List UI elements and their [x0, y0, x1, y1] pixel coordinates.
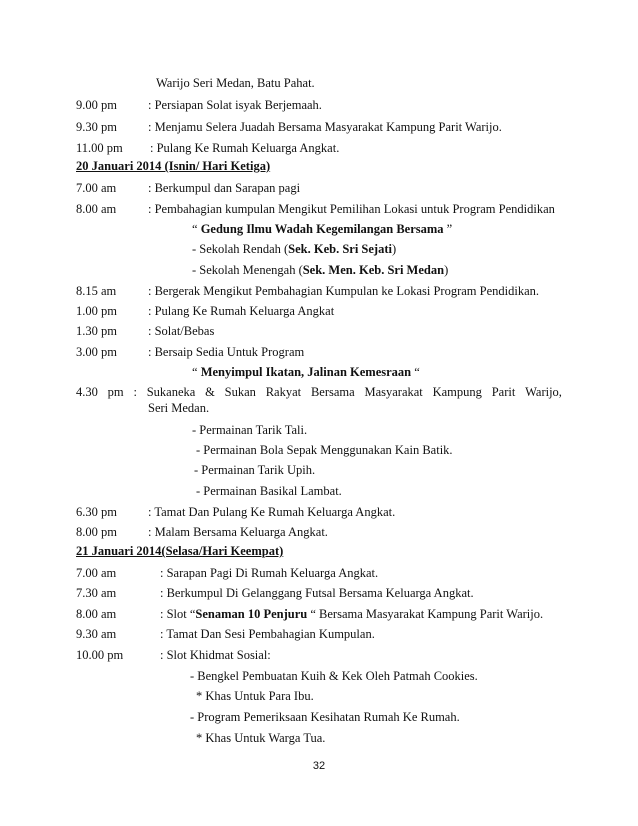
program-title: “ Gedung Ilmu Wadah Kegemilangan Bersama ”	[192, 222, 453, 236]
word: Sukan	[224, 385, 256, 399]
activity-text: : Slot “Senaman 10 Penjuru “ Bersama Masyarakat Kampung Parit Warijo.	[160, 607, 544, 621]
time-label: 8.00 pm	[76, 525, 117, 539]
activity-text: : Pembahagian kumpulan Mengikut Pemilihan Lokasi untuk Program Pendidikan	[148, 202, 555, 216]
location-text: Warijo Seri Medan, Batu Pahat.	[156, 76, 315, 90]
activity-text: : Sarapan Pagi Di Rumah Keluarga Angkat.	[160, 566, 379, 580]
page-number: 32	[312, 760, 326, 772]
time-label: 8.00 am	[76, 607, 117, 621]
sub-item: - Bengkel Pembuatan Kuih & Kek Oleh Patmah Cookies.	[190, 669, 478, 683]
time-label: 9.00 pm	[76, 98, 117, 112]
activity-text: : Berkumpul dan Sarapan pagi	[148, 181, 301, 195]
activity-text: : Slot Khidmat Sosial:	[160, 648, 271, 662]
day-heading: 20 Januari 2014 (Isnin/ Hari Ketiga)	[76, 159, 271, 173]
activity-text: : Bergerak Mengikut Pembahagian Kumpulan ke Lokasi Program Pendidikan.	[148, 284, 540, 298]
time-label: 10.00 pm	[76, 648, 124, 662]
time-label: 8.15 am	[76, 284, 117, 298]
word: Parit	[491, 385, 516, 399]
time-label: 6.30 pm	[76, 505, 117, 519]
activity-text: : Tamat Dan Sesi Pembahagian Kumpulan.	[160, 627, 375, 641]
time-label: 9.30 am	[76, 627, 117, 641]
activity-text-continued: Seri Medan.	[148, 401, 210, 415]
activity-text: : Malam Bersama Keluarga Angkat.	[148, 525, 328, 539]
word: Kampung	[432, 385, 482, 399]
sub-item: - Program Pemeriksaan Kesihatan Rumah Ke Rumah.	[190, 710, 460, 724]
activity-text: : Pulang Ke Rumah Keluarga Angkat	[148, 304, 335, 318]
time-label: 1.30 pm	[76, 324, 117, 338]
activity-text: : Pulang Ke Rumah Keluarga Angkat.	[150, 141, 340, 155]
activity-text: : Solat/Bebas	[148, 324, 215, 338]
activity-text: : Bersaip Sedia Untuk Program	[148, 345, 305, 359]
sub-note: * Khas Untuk Para Ibu.	[196, 689, 314, 703]
time-label: 7.00 am	[76, 566, 117, 580]
word: Masyarakat	[364, 385, 423, 399]
activity-text: : Persiapan Solat isyak Berjemaah.	[148, 98, 322, 112]
school-item: - Sekolah Rendah (Sek. Keb. Sri Sejati)	[192, 242, 397, 256]
word: Rakyat	[265, 385, 302, 399]
time-label: 11.00 pm	[76, 141, 123, 155]
word: Warijo,	[525, 385, 562, 399]
time-label: 3.00 pm	[76, 345, 117, 359]
time-label: 7.00 am	[76, 181, 117, 195]
sub-note: * Khas Untuk Warga Tua.	[196, 731, 326, 745]
program-title: “ Menyimpul Ikatan, Jalinan Kemesraan “	[192, 365, 420, 379]
day-heading: 21 Januari 2014(Selasa/Hari Keempat)	[76, 544, 284, 558]
activity-text: : Menjamu Selera Juadah Bersama Masyarakat Kampung Parit Warijo.	[148, 120, 502, 134]
activity-text: : Berkumpul Di Gelanggang Futsal Bersama Keluarga Angkat.	[160, 586, 474, 600]
sub-item: - Permainan Tarik Upih.	[194, 463, 316, 477]
word: :	[133, 385, 137, 399]
word: pm	[107, 385, 124, 399]
activity-text: : Tamat Dan Pulang Ke Rumah Keluarga Angkat.	[148, 505, 396, 519]
time-label: 1.00 pm	[76, 304, 117, 318]
word: Bersama	[310, 385, 355, 399]
sub-item: - Permainan Bola Sepak Menggunakan Kain Batik.	[196, 443, 453, 457]
time-label: 9.30 pm	[76, 120, 117, 134]
time-label: 8.00 am	[76, 202, 117, 216]
word: 4.30	[76, 385, 98, 399]
time-label: 7.30 am	[76, 586, 117, 600]
school-item: - Sekolah Menengah (Sek. Men. Keb. Sri Medan)	[192, 263, 449, 277]
word: &	[205, 385, 215, 399]
sub-item: - Permainan Basikal Lambat.	[196, 484, 342, 498]
justified-entry	[76, 384, 562, 400]
word: Sukaneka	[146, 385, 196, 399]
justified-first-line	[76, 384, 562, 400]
sub-item: - Permainan Tarik Tali.	[192, 423, 308, 437]
